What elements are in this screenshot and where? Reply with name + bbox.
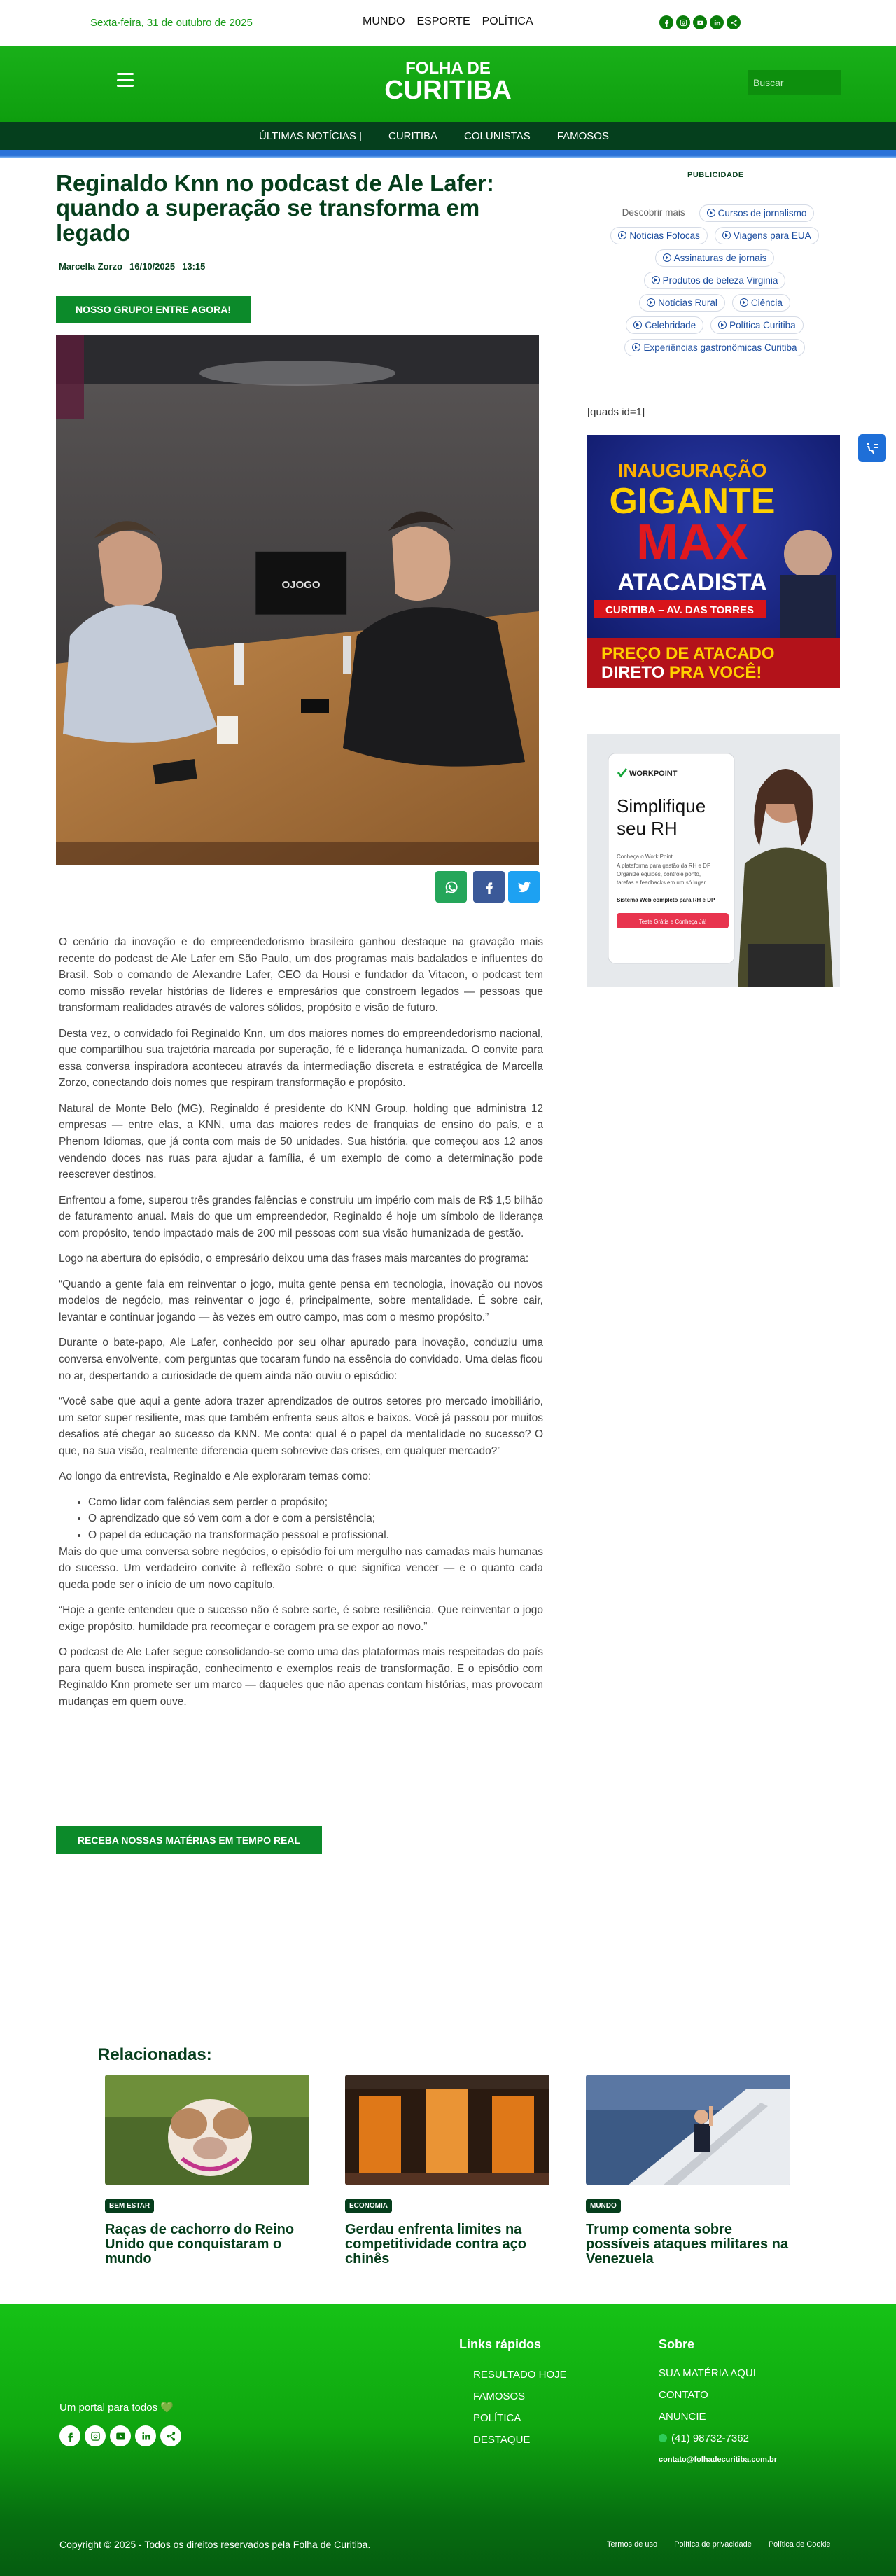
- article-paragraph: O podcast de Ale Lafer segue consolidando-se como uma das plataformas mais respeitadas do país para quem busca inspiração, conhecimento e exemplos reais de transformação. E o episódio com Reginaldo Knn promete ser um marco — daqueles que não apenas contam histórias, mas provocam mudanças em quem ouve.: [59, 1646, 543, 1708]
- search-arrow-icon: [618, 231, 626, 239]
- discover-more-label: Descobrir mais: [622, 207, 685, 218]
- site-header: [0, 46, 896, 122]
- footer-tagline: Um portal para todos 💚: [59, 2402, 174, 2414]
- nav-ultimas-noticias[interactable]: ÚLTIMAS NOTÍCIAS |: [259, 130, 362, 142]
- linkedin-icon[interactable]: [135, 2425, 156, 2446]
- linkedin-icon[interactable]: [710, 15, 724, 29]
- top-social-links: [659, 15, 741, 29]
- ad2-text5: Sistema Web completo para RH e DP: [617, 897, 715, 903]
- ad1-line7a: DIRETO: [601, 663, 669, 682]
- article-body: [59, 934, 543, 1719]
- ad2-brand: WORKPOINT: [629, 770, 678, 778]
- top-nav-mundo[interactable]: MUNDO: [363, 15, 405, 27]
- article-quote: “Hoje a gente entendeu que o sucesso não é sobre sorte, é sobre resiliência. Que reinventar o jogo exige propósito, humildade pra recomeçar e coragem pra se expor ao novo.”: [59, 1604, 543, 1633]
- nav-famosos[interactable]: FAMOSOS: [556, 130, 609, 142]
- tag-cursos-jornalismo[interactable]: Cursos de jornalismo: [699, 204, 815, 222]
- current-date: Sexta-feira, 31 de outubro de 2025: [90, 17, 253, 29]
- article-hero-image: [56, 335, 539, 865]
- youtube-icon[interactable]: [110, 2425, 131, 2446]
- join-group-button[interactable]: NOSSO GRUPO! ENTRE AGORA!: [56, 296, 251, 323]
- ad-placeholder-text: [quads id=1]: [587, 406, 645, 418]
- tag-politica-curitiba[interactable]: Política Curitiba: [710, 316, 804, 334]
- logo-line-2: CURITIBA: [384, 76, 512, 105]
- advertising-label: PUBLICIDADE: [687, 171, 744, 179]
- ad1-line6: PREÇO DE ATACADO: [601, 644, 775, 663]
- search-arrow-icon: [634, 321, 642, 329]
- article-paragraph: Logo na abertura do episódio, o empresário deixou uma das frases mais marcantes do programa:: [59, 1253, 529, 1265]
- facebook-icon: [482, 880, 496, 894]
- tag-viagens-eua[interactable]: Viagens para EUA: [715, 227, 819, 244]
- tag-experiencias-gastronomicas[interactable]: Experiências gastronômicas Curitiba: [624, 339, 804, 356]
- article-paragraph: Natural de Monte Belo (MG), Reginaldo é presidente do KNN Group, holding que administra 12 empresas — entre elas, a KNN, uma das maiores redes de franquias de ensino do país, e a Phenom Idiomas, que já conta com mais de 50 unidades. Sua história, que começou aos 12 anos vendendo doces nas ruas para ajudar a família, é um exemplo de como a determinação pode reescrever destinos.: [59, 1102, 543, 1181]
- tag-celebridade[interactable]: Celebridade: [626, 316, 704, 334]
- ad2-text1: Conheça o Work Point: [617, 854, 673, 860]
- footer-about-links: [659, 2362, 756, 2449]
- logo-line-1: FOLHA DE: [405, 59, 491, 78]
- footer-email[interactable]: contato@folhadecuritiba.com.br: [659, 2456, 778, 2464]
- article-title: Reginaldo Knn no podcast de Ale Lafer: quando a superação se transforma em legado: [56, 170, 494, 246]
- related-badge[interactable]: BEM ESTAR: [105, 2199, 154, 2213]
- footer-links-heading: Links rápidos: [459, 2337, 542, 2351]
- footer-link-cookie[interactable]: Política de Cookie: [768, 2540, 831, 2549]
- related-title[interactable]: Raças de cachorro do Reino Unido que conquistaram o mundo: [105, 2222, 295, 2267]
- top-nav-esporte[interactable]: ESPORTE: [416, 15, 470, 27]
- article-paragraph: Durante o bate-papo, Ale Lafer, conhecido por seu olhar apurado para inovação, conduziu uma conversa envolvente, com perguntas que tocaram fundo na essência do convidado. Uma delas ficou no ar, despertando a curiosidade de quem ainda não ouviu o episódio:: [59, 1337, 543, 1382]
- ad1-line7b: PRA VOCÊ!: [668, 663, 762, 682]
- instagram-icon[interactable]: [676, 15, 690, 29]
- list-item: • O papel da educação na transformação pessoal e profissional.: [88, 1527, 543, 1544]
- related-heading: Relacionadas:: [98, 2045, 212, 2064]
- search-input[interactable]: [748, 70, 841, 95]
- ad2-cta: Teste Grátis e Conheça Já!: [638, 919, 707, 925]
- ad1-line3: MAX: [636, 515, 748, 571]
- tag-ciencia[interactable]: Ciência: [732, 294, 790, 312]
- ad1-line4: ATACADISTA: [617, 569, 767, 596]
- facebook-icon[interactable]: [659, 15, 673, 29]
- tag-produtos-beleza[interactable]: Produtos de beleza Virginia: [644, 272, 786, 289]
- article-paragraph: Desta vez, o convidado foi Reginaldo Knn, um dos maiores nomes do empreendedorismo nacional, que compartilhou sua trajetória marcada por superação, fé e liderança humanizada. O convite para essa conversa inspiradora aconteceu através da intermediação discreta e estratégica de Marcella Zorzo, conectando dois nomes que respiram transformação e propósito.: [59, 1027, 543, 1089]
- ad2-text3: Organize equipes, controle ponto,: [617, 871, 701, 877]
- receive-updates-button[interactable]: RECEBA NOSSAS MATÉRIAS EM TEMPO REAL: [56, 1826, 322, 1854]
- search-arrow-icon: [663, 253, 671, 262]
- related-image[interactable]: [105, 2075, 309, 2185]
- search-arrow-icon: [718, 321, 727, 329]
- article-author[interactable]: Marcella Zorzo: [59, 261, 123, 272]
- main-nav: [0, 122, 896, 150]
- share-twitter-button[interactable]: [508, 871, 540, 903]
- whatsapp-icon: [444, 880, 458, 894]
- share-facebook-button[interactable]: [473, 871, 505, 903]
- ad2-text4: tarefas e feedbacks em um só lugar: [617, 879, 706, 886]
- list-item: • Como lidar com falências sem perder o propósito;: [88, 1494, 543, 1511]
- ad2-headline1: Simplifique: [617, 795, 706, 816]
- footer-about-heading: Sobre: [659, 2337, 695, 2351]
- related-title[interactable]: Trump comenta sobre possíveis ataques militares na Venezuela: [586, 2222, 789, 2267]
- article-time: 13:15: [182, 261, 206, 272]
- footer-legal-links: [607, 2540, 831, 2549]
- search-arrow-icon: [652, 276, 660, 284]
- search-arrow-icon: [722, 231, 731, 239]
- ad1-line5: CURITIBA – AV. DAS TORRES: [606, 604, 754, 616]
- site-logo[interactable]: [374, 60, 522, 104]
- header-stripe: [0, 150, 896, 158]
- footer-phone[interactable]: (41) 98732-7362: [659, 2428, 756, 2449]
- ad1-line1: INAUGURAÇÃO: [617, 459, 767, 481]
- tag-assinaturas-jornais[interactable]: Assinaturas de jornais: [655, 249, 775, 267]
- menu-icon[interactable]: [117, 73, 134, 87]
- footer-quick-links: [473, 2364, 567, 2451]
- footer-link-privacy[interactable]: Política de privacidade: [674, 2540, 752, 2549]
- related-card[interactable]: [586, 2075, 790, 2267]
- tag-noticias-rural[interactable]: Notícias Rural: [639, 294, 725, 312]
- related-card[interactable]: [105, 2075, 309, 2267]
- search-arrow-icon: [707, 209, 715, 217]
- article-quote: “Quando a gente fala em reinventar o jogo, muita gente pensa em tecnologia, inovação ou novos modelos de negócio, mas reinventar o jogo é, principalmente, sobre mentalidade. É sobre cair, levantar e continuar jogando — às vezes em outro campo, mas com o mesmo propósito.”: [59, 1278, 543, 1323]
- article-paragraph: O cenário da inovação e do empreendedorismo brasileiro ganhou destaque na gravação mais recente do podcast de Ale Lafer em São Paulo, um dos programas mais badalados e influentes do Brasil. Sob o comando de Alexandre Lafer, CEO da Housi e fundador da Vitacon, o podcast tem como missão revelar histórias de líderes e empresários que constroem legados — pessoas que transformam realidades através de valores sólidos, propósito e visão de futuro.: [59, 936, 543, 1015]
- ad-workpoint[interactable]: [587, 734, 840, 987]
- discover-more-tags: [601, 204, 829, 356]
- nav-colunistas[interactable]: COLUNISTAS: [464, 130, 531, 142]
- article-date: 16/10/2025: [130, 261, 176, 272]
- article-quote: “Você sabe que aqui a gente adora trazer aprendizados de outros setores pro mercado imobiliário, um setor super resiliente, mas que também enfrenta seus altos e baixos. Você já passou por muitos desafios até chegar ao sucesso da KNN. Me conta: qual é o papel da mentalidade no sucesso? O que, na sua visão, realmente diferencia quem sobrevive das crises, em qualquer mercado?”: [59, 1395, 543, 1457]
- footer-link-anuncie[interactable]: ANUNCIE: [659, 2411, 706, 2423]
- accessibility-icon: [864, 440, 881, 457]
- accessibility-button[interactable]: [858, 434, 886, 462]
- footer-link-contato[interactable]: CONTATO: [659, 2389, 708, 2401]
- svg-text:DIRETO PRA VOCÊ!: [601, 662, 762, 682]
- site-footer: [0, 2304, 896, 2576]
- related-card[interactable]: [345, 2075, 550, 2267]
- nav-curitiba[interactable]: CURITIBA: [388, 130, 438, 142]
- ad2-headline2: seu RH: [617, 818, 678, 839]
- footer-link-sua-materia[interactable]: SUA MATÉRIA AQUI: [659, 2367, 756, 2379]
- share-whatsapp-button[interactable]: [435, 871, 467, 903]
- twitter-icon: [517, 880, 531, 894]
- top-nav: [363, 15, 533, 28]
- youtube-icon[interactable]: [693, 15, 707, 29]
- facebook-icon[interactable]: [59, 2425, 80, 2446]
- article-paragraph: Mais do que uma conversa sobre negócios, o episódio foi um mergulho nas camadas mais humanas do sucesso. Um verdadeiro convite à reflexão sobre o que significa vencer — e o quanto cada queda pode ser o início de um novo capítulo.: [59, 1545, 543, 1591]
- instagram-icon[interactable]: [85, 2425, 106, 2446]
- share-icon[interactable]: [160, 2425, 181, 2446]
- related-image[interactable]: [345, 2075, 550, 2185]
- share-icon[interactable]: [727, 15, 741, 29]
- footer-link-destaque[interactable]: DESTAQUE: [473, 2434, 531, 2446]
- footer-link-politica[interactable]: POLÍTICA: [473, 2412, 522, 2424]
- related-title[interactable]: Gerdau enfrenta limites na competitividade contra aço chinês: [345, 2222, 526, 2267]
- footer-link-resultado-hoje[interactable]: RESULTADO HOJE: [473, 2369, 567, 2381]
- article-paragraph: Ao longo da entrevista, Reginaldo e Ale exploraram temas como:: [59, 1470, 372, 1483]
- list-item: • O aprendizado que só vem com a dor e com a persistência;: [88, 1510, 543, 1527]
- article-topics-list: [88, 1494, 543, 1544]
- footer-social-links: [59, 2425, 181, 2446]
- article-paragraph: Enfrentou a fome, superou três grandes falências e construiu um império com mais de R$ 1,5 bilhão de faturamento anual. Mais do que um empreendedor, Reginaldo é hoje um símbolo de liderança com propósito, tendo impactado mais de 200 mil pessoas com sua visão humanizada de gestão.: [59, 1194, 543, 1239]
- related-badge[interactable]: ECONOMIA: [345, 2199, 392, 2213]
- top-nav-politica[interactable]: POLÍTICA: [482, 15, 533, 27]
- related-badge[interactable]: MUNDO: [586, 2199, 621, 2213]
- footer-link-terms[interactable]: Termos de uso: [607, 2540, 658, 2549]
- top-bar: [0, 0, 896, 46]
- footer-link-famosos[interactable]: FAMOSOS: [473, 2390, 526, 2402]
- whatsapp-icon: [659, 2434, 667, 2442]
- related-image[interactable]: [586, 2075, 790, 2185]
- tag-noticias-fofocas[interactable]: Notícias Fofocas: [610, 227, 708, 244]
- ad1-line2: GIGANTE: [609, 481, 776, 522]
- search-arrow-icon: [647, 298, 655, 307]
- search-arrow-icon: [740, 298, 748, 307]
- ad-max-atacadista[interactable]: [587, 435, 840, 688]
- search-arrow-icon: [632, 343, 640, 351]
- ad2-text2: A plataforma para gestão da RH e DP: [617, 863, 711, 869]
- hero-screen-text: OJOGO: [281, 579, 321, 591]
- footer-copyright: Copyright © 2025 - Todos os direitos reservados pela Folha de Curitiba.: [59, 2539, 371, 2550]
- article-meta: [59, 261, 205, 272]
